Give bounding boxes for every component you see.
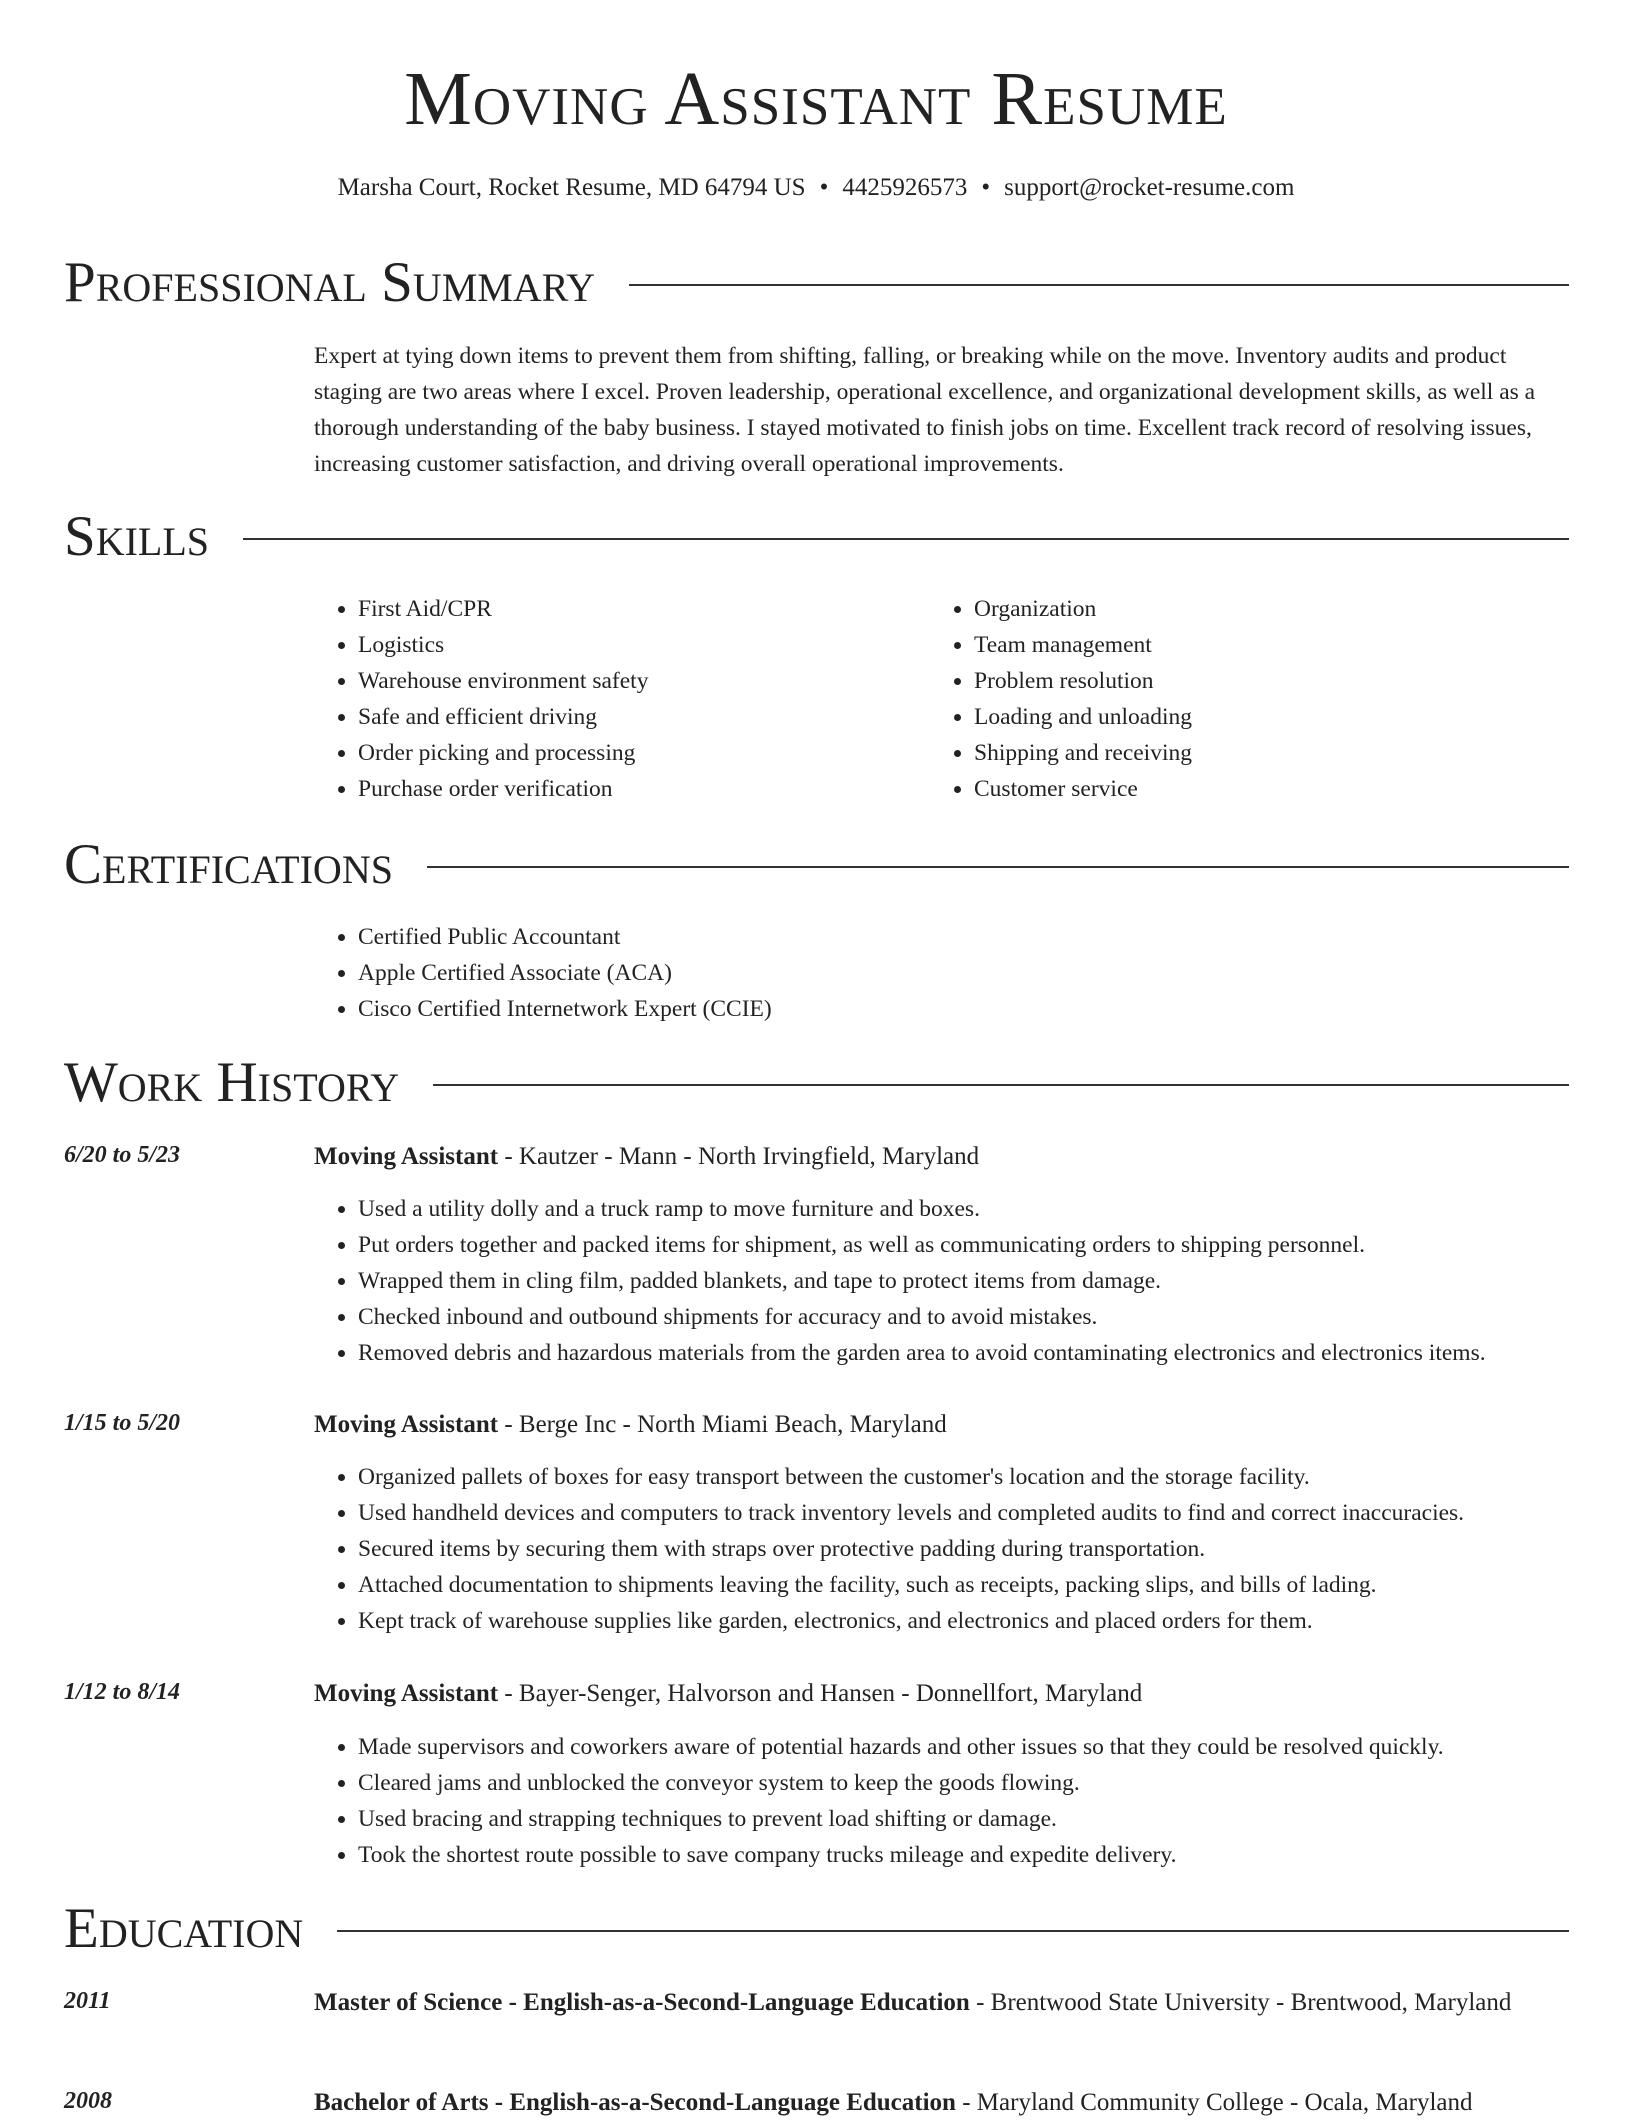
job-bullet: • Used a utility dolly and a truck ramp to move furniture and boxes. bbox=[358, 1191, 1632, 1227]
skill-item: • Loading and unloading bbox=[974, 699, 1534, 735]
skill-item: • Order picking and processing bbox=[358, 735, 918, 771]
section-divider bbox=[427, 866, 1569, 868]
certification-item: • Cisco Certified Internetwork Expert (CCIE) bbox=[358, 991, 1558, 1027]
education-year: 2011 bbox=[64, 1988, 111, 2014]
contact-email[interactable]: support@rocket-resume.com bbox=[1004, 174, 1295, 201]
job-bullets bbox=[314, 1459, 1632, 1639]
skill-item: • Safe and efficient driving bbox=[358, 699, 918, 735]
skill-item: • Customer service bbox=[974, 771, 1534, 807]
skill-item: • Warehouse environment safety bbox=[358, 663, 918, 699]
skills-list-right bbox=[930, 591, 1534, 807]
certification-item: • Certified Public Accountant bbox=[358, 919, 1558, 955]
education-degree: Master of Science - English-as-a-Second-Language Education bbox=[314, 1989, 970, 2016]
job-title-line bbox=[314, 1138, 1592, 1176]
job-title-line bbox=[314, 1675, 1592, 1713]
education-heading bbox=[64, 1898, 1569, 1961]
education-degree: Bachelor of Arts - English-as-a-Second-Language Education bbox=[314, 2089, 956, 2116]
job-company: - Berge Inc - North Miami Beach, Maryland bbox=[498, 1411, 947, 1438]
job-company: - Kautzer - Mann - North Irvingfield, Maryland bbox=[498, 1143, 980, 1170]
skill-item: • Organization bbox=[974, 591, 1534, 627]
job-bullets bbox=[314, 1191, 1632, 1371]
job-bullet: • Attached documentation to shipments leaving the facility, such as receipts, packing slips, and bills of lading. bbox=[358, 1567, 1632, 1603]
job-role: Moving Assistant bbox=[314, 1411, 499, 1438]
skills-heading bbox=[64, 506, 1569, 569]
job-bullet: • Took the shortest route possible to save company trucks mileage and expedite delivery. bbox=[358, 1837, 1632, 1873]
job-bullet: • Used bracing and strapping techniques to prevent load shifting or damage. bbox=[358, 1801, 1632, 1837]
certification-item: • Apple Certified Associate (ACA) bbox=[358, 955, 1558, 991]
education-school: - Brentwood State University - Brentwood, Maryland bbox=[969, 1989, 1512, 2016]
skills-list-left bbox=[314, 591, 918, 807]
section-title: Professional Summary bbox=[64, 251, 596, 314]
work-history-heading bbox=[64, 1052, 1569, 1115]
separator-dot: • bbox=[819, 174, 829, 201]
summary-text: Expert at tying down items to prevent them from shifting, falling, or breaking while on the move. Inventory audits and product staging are two areas where I excel. Proven leadership, operational excellence, and organizational development skills, as well as a thorough understanding of the baby business. I stayed motivated to finish jobs on time. Excellent track record of resolving issues, increasing customer satisfaction, and driving overall operational improvements. bbox=[314, 343, 1536, 477]
separator-dot: • bbox=[981, 174, 991, 201]
job-bullet: • Removed debris and hazardous materials from the garden area to avoid contaminating electronics and electronics items. bbox=[358, 1335, 1632, 1371]
certifications-heading bbox=[64, 834, 1569, 897]
job-dates: 1/12 to 8/14 bbox=[64, 1679, 181, 1705]
resume-title: Moving Assistant Resume bbox=[404, 57, 1228, 141]
section-divider bbox=[433, 1084, 1569, 1086]
job-bullet: • Secured items by securing them with straps over protective padding during transportation. bbox=[358, 1531, 1632, 1567]
skill-item: • Team management bbox=[974, 627, 1534, 663]
education-year: 2008 bbox=[64, 2088, 112, 2114]
section-divider bbox=[243, 538, 1569, 540]
skill-item: • First Aid/CPR bbox=[358, 591, 918, 627]
skill-item: • Purchase order verification bbox=[358, 771, 918, 807]
job-dates: 6/20 to 5/23 bbox=[64, 1142, 181, 1168]
section-title: Education bbox=[64, 1897, 304, 1960]
skill-item: • Logistics bbox=[358, 627, 918, 663]
job-bullet: • Wrapped them in cling film, padded blankets, and tape to protect items from damage. bbox=[358, 1263, 1632, 1299]
contact-line bbox=[0, 174, 1632, 202]
section-title: Skills bbox=[64, 505, 210, 568]
job-bullet: • Put orders together and packed items for shipment, as well as communicating orders to shipping personnel. bbox=[358, 1227, 1632, 1263]
education-school: - Maryland Community College - Ocala, Maryland bbox=[955, 2089, 1473, 2116]
job-bullet: • Checked inbound and outbound shipments for accuracy and to avoid mistakes. bbox=[358, 1299, 1632, 1335]
contact-address: Marsha Court, Rocket Resume, MD 64794 US bbox=[337, 174, 806, 201]
job-bullet: • Organized pallets of boxes for easy transport between the customer's location and the storage facility. bbox=[358, 1459, 1632, 1495]
job-role: Moving Assistant bbox=[314, 1143, 499, 1170]
section-title: Certifications bbox=[64, 833, 393, 896]
job-bullet: • Used handheld devices and computers to track inventory levels and completed audits to find and correct inaccuracies. bbox=[358, 1495, 1632, 1531]
skill-item: • Shipping and receiving bbox=[974, 735, 1534, 771]
education-entry bbox=[314, 1984, 1568, 2022]
summary-heading bbox=[64, 252, 1569, 315]
section-divider bbox=[629, 284, 1569, 286]
job-dates: 1/15 to 5/20 bbox=[64, 1410, 181, 1436]
education-entry bbox=[314, 2084, 1473, 2122]
job-bullet: • Made supervisors and coworkers aware of potential hazards and other issues so that they could be resolved quickly. bbox=[358, 1729, 1632, 1765]
section-title: Work History bbox=[64, 1051, 400, 1114]
skill-item: • Problem resolution bbox=[974, 663, 1534, 699]
job-title-line bbox=[314, 1406, 1592, 1444]
job-bullets bbox=[314, 1729, 1632, 1873]
job-bullet: • Cleared jams and unblocked the conveyor system to keep the goods flowing. bbox=[358, 1765, 1632, 1801]
section-divider bbox=[337, 1930, 1569, 1932]
job-bullet: • Kept track of warehouse supplies like garden, electronics, and electronics and placed orders for them. bbox=[358, 1603, 1632, 1639]
contact-phone: 4425926573 bbox=[842, 174, 968, 201]
job-company: - Bayer-Senger, Halvorson and Hansen - Donnellfort, Maryland bbox=[498, 1680, 1143, 1707]
certifications-list bbox=[314, 919, 1558, 1027]
job-role: Moving Assistant bbox=[314, 1680, 499, 1707]
